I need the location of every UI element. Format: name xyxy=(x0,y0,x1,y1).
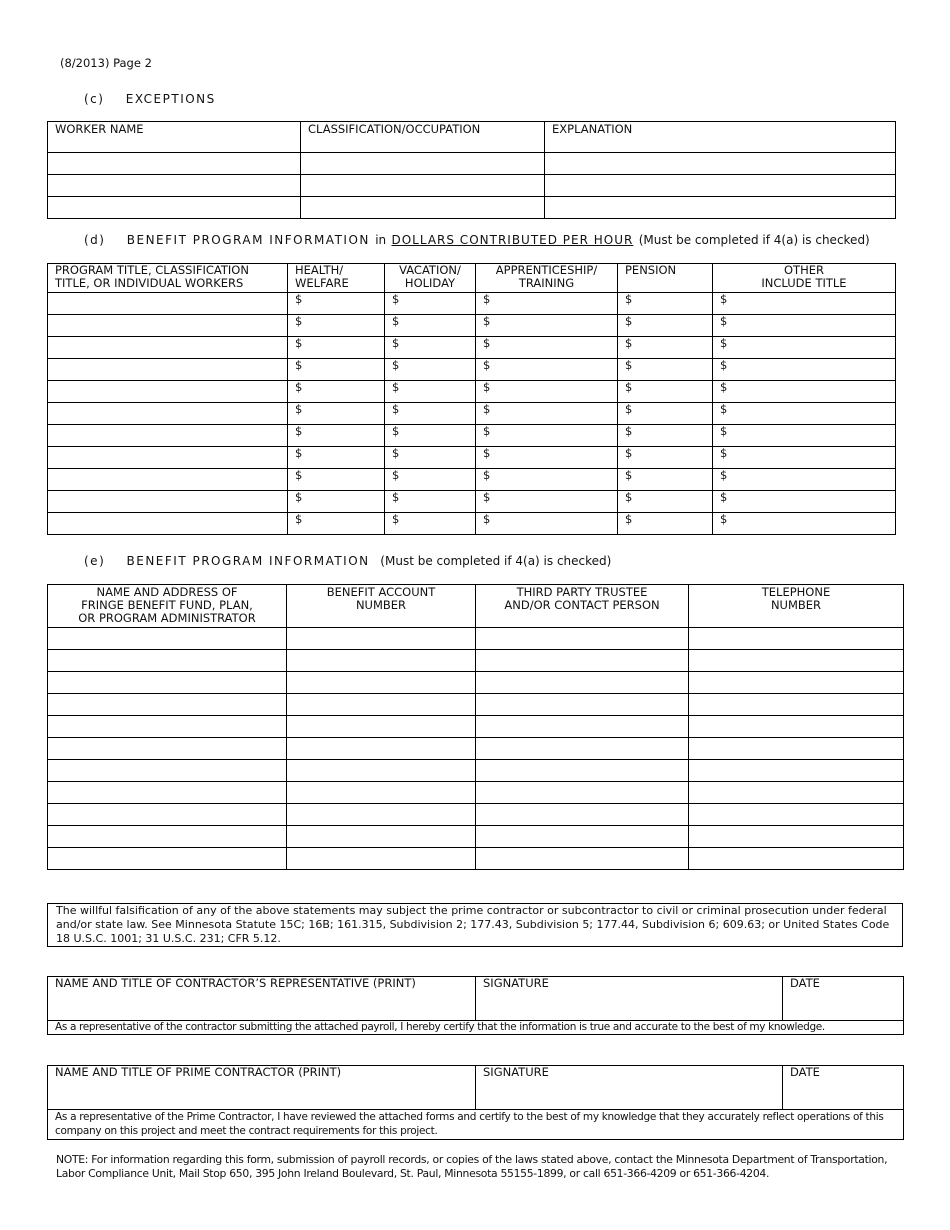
fund-administrator-cell[interactable] xyxy=(48,760,287,782)
exceptions-table xyxy=(47,121,896,219)
vacation-holiday-cell[interactable] xyxy=(385,469,476,491)
prime-name-label: NAME AND TITLE OF PRIME CONTRACTOR (PRINT) xyxy=(55,1065,342,1079)
health-welfare-cell[interactable] xyxy=(288,293,385,315)
program-title-cell[interactable] xyxy=(48,381,288,403)
dollar-sign: $ xyxy=(392,512,400,526)
table-row xyxy=(48,359,896,381)
dollar-sign: $ xyxy=(625,468,633,482)
vacation-holiday-cell[interactable] xyxy=(385,447,476,469)
health-welfare-cell[interactable] xyxy=(288,403,385,425)
telephone-cell[interactable] xyxy=(689,716,904,738)
dollar-sign: $ xyxy=(295,446,303,460)
trustee-contact-cell[interactable] xyxy=(476,672,689,694)
pension-cell[interactable] xyxy=(618,315,713,337)
dollar-sign: $ xyxy=(483,446,491,460)
apprenticeship-training-cell[interactable] xyxy=(476,513,618,535)
dollar-sign: $ xyxy=(625,490,633,504)
health-welfare-cell[interactable] xyxy=(288,337,385,359)
worker-name-cell[interactable] xyxy=(48,197,301,219)
dollar-sign: $ xyxy=(295,292,303,306)
vacation-holiday-cell[interactable] xyxy=(385,491,476,513)
dollar-sign: $ xyxy=(625,292,633,306)
dollar-sign: $ xyxy=(295,512,303,526)
benefit-administrator-body xyxy=(48,628,904,870)
other-include-title-cell[interactable] xyxy=(713,425,896,447)
dollar-sign: $ xyxy=(483,358,491,372)
dollar-sign: $ xyxy=(392,336,400,350)
contractor-date-field[interactable] xyxy=(783,977,904,1021)
other-include-title-cell[interactable] xyxy=(713,337,896,359)
other-include-title-cell[interactable] xyxy=(713,513,896,535)
pension-cell[interactable] xyxy=(618,447,713,469)
table-row xyxy=(48,153,896,175)
trustee-contact-cell[interactable] xyxy=(476,848,689,870)
apprenticeship-training-cell[interactable] xyxy=(476,469,618,491)
benefit-dollars-body xyxy=(48,293,896,535)
contractor-representative-block xyxy=(47,976,904,1035)
trustee-contact-cell[interactable] xyxy=(476,760,689,782)
apprenticeship-training-cell[interactable] xyxy=(476,425,618,447)
dollar-sign: $ xyxy=(295,380,303,394)
apprenticeship-training-cell[interactable] xyxy=(476,447,618,469)
explanation-cell[interactable] xyxy=(545,175,896,197)
dollar-sign: $ xyxy=(392,314,400,328)
telephone-cell[interactable] xyxy=(689,782,904,804)
footer-note: NOTE: For information regarding this form, submission of payroll records, or copies of the laws stated above, contact the Minnesota Department of Transportation, Labor Compliance Unit, Mail Stop 650, 395 John Ireland Boulevard, St. Paul, Minnesota 55155-1899, or call 651-366-4209 or 651-366-4204. xyxy=(56,1153,888,1180)
telephone-cell[interactable] xyxy=(689,672,904,694)
benefit-administrator-header-row xyxy=(48,585,904,628)
telephone-cell[interactable] xyxy=(689,694,904,716)
apprenticeship-training-cell[interactable] xyxy=(476,337,618,359)
section-e-note: (Must be completed if 4(a) is checked) xyxy=(380,554,612,568)
program-title-cell[interactable] xyxy=(48,425,288,447)
trustee-contact-header: THIRD PARTY TRUSTEE AND/OR CONTACT PERSON xyxy=(476,585,689,628)
table-row xyxy=(48,650,904,672)
dollar-sign: $ xyxy=(625,380,633,394)
fund-administrator-cell[interactable] xyxy=(48,694,287,716)
telephone-cell[interactable] xyxy=(689,826,904,848)
trustee-contact-cell[interactable] xyxy=(476,716,689,738)
dollar-sign: $ xyxy=(295,424,303,438)
explanation-cell[interactable] xyxy=(545,197,896,219)
fund-administrator-cell[interactable] xyxy=(48,782,287,804)
other-include-title-cell[interactable] xyxy=(713,403,896,425)
classification-cell[interactable] xyxy=(301,197,545,219)
contractor-certification-row xyxy=(48,1021,904,1035)
program-title-cell[interactable] xyxy=(48,315,288,337)
dollar-sign: $ xyxy=(392,490,400,504)
dollar-sign: $ xyxy=(483,490,491,504)
dollar-sign: $ xyxy=(720,468,728,482)
other-include-title-cell[interactable] xyxy=(713,315,896,337)
worker-name-cell[interactable] xyxy=(48,153,301,175)
table-row xyxy=(48,381,896,403)
table-row xyxy=(48,293,896,315)
contractor-name-field[interactable] xyxy=(48,977,476,1021)
other-include-title-header: OTHER INCLUDE TITLE xyxy=(713,264,896,293)
dollar-sign: $ xyxy=(625,424,633,438)
benefit-account-cell[interactable] xyxy=(287,804,476,826)
classification-cell[interactable] xyxy=(301,153,545,175)
dollar-sign: $ xyxy=(720,402,728,416)
worker-name-header: WORKER NAME xyxy=(48,122,301,153)
other-include-title-cell[interactable] xyxy=(713,491,896,513)
dollar-sign: $ xyxy=(720,358,728,372)
program-title-cell[interactable] xyxy=(48,403,288,425)
dollar-sign: $ xyxy=(483,292,491,306)
dollar-sign: $ xyxy=(392,468,400,482)
dollar-sign: $ xyxy=(483,314,491,328)
contractor-name-label: NAME AND TITLE OF CONTRACTOR’S REPRESENTATIVE (PRINT) xyxy=(55,976,416,990)
dollar-sign: $ xyxy=(295,336,303,350)
dollar-sign: $ xyxy=(295,468,303,482)
dollar-sign: $ xyxy=(625,402,633,416)
dollar-sign: $ xyxy=(392,446,400,460)
benefit-account-cell[interactable] xyxy=(287,826,476,848)
apprenticeship-training-cell[interactable] xyxy=(476,293,618,315)
program-title-cell[interactable] xyxy=(48,447,288,469)
table-row xyxy=(48,337,896,359)
pension-cell[interactable] xyxy=(618,425,713,447)
page-label: (8/2013) Page 2 xyxy=(60,56,152,70)
benefit-account-header: BENEFIT ACCOUNT NUMBER xyxy=(287,585,476,628)
table-row xyxy=(48,804,904,826)
table-row xyxy=(48,315,896,337)
apprenticeship-training-cell[interactable] xyxy=(476,359,618,381)
table-row xyxy=(48,826,904,848)
table-row xyxy=(48,672,904,694)
program-title-header: PROGRAM TITLE, CLASSIFICATION TITLE, OR INDIVIDUAL WORKERS xyxy=(48,264,288,293)
dollar-sign: $ xyxy=(625,358,633,372)
benefit-administrator-table xyxy=(47,584,904,870)
dollar-sign: $ xyxy=(295,358,303,372)
dollar-sign: $ xyxy=(392,380,400,394)
dollar-sign: $ xyxy=(392,292,400,306)
health-welfare-cell[interactable] xyxy=(288,469,385,491)
fund-administrator-cell[interactable] xyxy=(48,848,287,870)
classification-cell[interactable] xyxy=(301,175,545,197)
prime-signature-label: SIGNATURE xyxy=(483,1065,549,1079)
apprenticeship-training-header: APPRENTICESHIP/ TRAINING xyxy=(476,264,618,293)
benefit-account-cell[interactable] xyxy=(287,760,476,782)
vacation-holiday-cell[interactable] xyxy=(385,359,476,381)
dollar-sign: $ xyxy=(392,424,400,438)
pension-cell[interactable] xyxy=(618,381,713,403)
health-welfare-cell[interactable] xyxy=(288,359,385,381)
dollar-sign: $ xyxy=(720,446,728,460)
vacation-holiday-cell[interactable] xyxy=(385,425,476,447)
prime-date-field[interactable] xyxy=(783,1066,904,1110)
dollar-sign: $ xyxy=(295,402,303,416)
other-include-title-cell[interactable] xyxy=(713,359,896,381)
benefit-account-cell[interactable] xyxy=(287,782,476,804)
fund-administrator-cell[interactable] xyxy=(48,738,287,760)
dollar-sign: $ xyxy=(483,424,491,438)
health-welfare-header: HEALTH/ WELFARE xyxy=(288,264,385,293)
section-e-label: (e) xyxy=(84,554,106,568)
trustee-contact-cell[interactable] xyxy=(476,804,689,826)
classification-header: CLASSIFICATION/OCCUPATION xyxy=(301,122,545,153)
dollar-sign: $ xyxy=(720,424,728,438)
dollar-sign: $ xyxy=(625,336,633,350)
vacation-holiday-cell[interactable] xyxy=(385,381,476,403)
fund-administrator-cell[interactable] xyxy=(48,672,287,694)
section-c-label: (c) xyxy=(84,92,105,106)
pension-header: PENSION xyxy=(618,264,713,293)
dollar-sign: $ xyxy=(483,402,491,416)
falsification-notice: The willful falsification of any of the above statements may subject the prime contractor or subcontractor to civil or criminal prosecution under federal and/or state law. See Minnesota Statute 15C; 16B; 161.315, Subdivision 2; 177.43, Subdivision 5; 177.44, Subdivision 6; 609.63; or United States Code 18 U.S.C. 1001; 31 U.S.C. 231; CFR 5.12. xyxy=(47,903,903,947)
pension-cell[interactable] xyxy=(618,513,713,535)
prime-signature-field[interactable] xyxy=(476,1066,783,1110)
contractor-fields-row xyxy=(48,977,904,1021)
table-row xyxy=(48,491,896,513)
dollar-sign: $ xyxy=(295,314,303,328)
table-row xyxy=(48,403,896,425)
table-row xyxy=(48,628,904,650)
telephone-cell[interactable] xyxy=(689,738,904,760)
pension-cell[interactable] xyxy=(618,469,713,491)
vacation-holiday-cell[interactable] xyxy=(385,513,476,535)
telephone-cell[interactable] xyxy=(689,804,904,826)
dollar-sign: $ xyxy=(295,490,303,504)
table-row xyxy=(48,782,904,804)
table-row xyxy=(48,716,904,738)
pension-cell[interactable] xyxy=(618,337,713,359)
trustee-contact-cell[interactable] xyxy=(476,738,689,760)
table-row xyxy=(48,447,896,469)
dollar-sign: $ xyxy=(720,314,728,328)
program-title-cell[interactable] xyxy=(48,513,288,535)
health-welfare-cell[interactable] xyxy=(288,491,385,513)
other-include-title-cell[interactable] xyxy=(713,469,896,491)
apprenticeship-training-cell[interactable] xyxy=(476,491,618,513)
apprenticeship-training-cell[interactable] xyxy=(476,315,618,337)
benefit-account-cell[interactable] xyxy=(287,672,476,694)
table-row xyxy=(48,513,896,535)
table-row xyxy=(48,469,896,491)
trustee-contact-cell[interactable] xyxy=(476,650,689,672)
vacation-holiday-cell[interactable] xyxy=(385,293,476,315)
dollar-sign: $ xyxy=(720,292,728,306)
telephone-cell[interactable] xyxy=(689,760,904,782)
program-title-cell[interactable] xyxy=(48,359,288,381)
dollar-sign: $ xyxy=(483,336,491,350)
section-d-underlined: DOLLARS CONTRIBUTED PER HOUR xyxy=(391,233,634,247)
section-d-label: (d) xyxy=(84,233,106,247)
trustee-contact-cell[interactable] xyxy=(476,826,689,848)
explanation-header: EXPLANATION xyxy=(545,122,896,153)
table-row xyxy=(48,760,904,782)
vacation-holiday-cell[interactable] xyxy=(385,403,476,425)
apprenticeship-training-cell[interactable] xyxy=(476,403,618,425)
table-row xyxy=(48,694,904,716)
dollar-sign: $ xyxy=(625,314,633,328)
program-title-cell[interactable] xyxy=(48,469,288,491)
vacation-holiday-header: VACATION/ HOLIDAY xyxy=(385,264,476,293)
section-d-in: in xyxy=(375,233,387,247)
trustee-contact-cell[interactable] xyxy=(476,782,689,804)
health-welfare-cell[interactable] xyxy=(288,425,385,447)
contractor-signature-field[interactable] xyxy=(476,977,783,1021)
section-d-note: (Must be completed if 4(a) is checked) xyxy=(638,233,870,247)
health-welfare-cell[interactable] xyxy=(288,315,385,337)
program-title-cell[interactable] xyxy=(48,337,288,359)
trustee-contact-cell[interactable] xyxy=(476,628,689,650)
fund-administrator-cell[interactable] xyxy=(48,628,287,650)
benefit-account-cell[interactable] xyxy=(287,848,476,870)
section-c-title: EXCEPTIONS xyxy=(125,92,216,106)
section-e-heading xyxy=(84,554,611,568)
pension-cell[interactable] xyxy=(618,491,713,513)
prime-contractor-block xyxy=(47,1065,904,1140)
section-e-title: BENEFIT PROGRAM INFORMATION xyxy=(126,554,370,568)
vacation-holiday-cell[interactable] xyxy=(385,315,476,337)
fund-administrator-cell[interactable] xyxy=(48,804,287,826)
explanation-cell[interactable] xyxy=(545,153,896,175)
vacation-holiday-cell[interactable] xyxy=(385,337,476,359)
fund-administrator-cell[interactable] xyxy=(48,650,287,672)
telephone-cell[interactable] xyxy=(689,848,904,870)
dollar-sign: $ xyxy=(625,512,633,526)
benefit-account-cell[interactable] xyxy=(287,650,476,672)
prime-date-label: DATE xyxy=(790,1065,820,1079)
fund-administrator-cell[interactable] xyxy=(48,716,287,738)
worker-name-cell[interactable] xyxy=(48,175,301,197)
contractor-date-label: DATE xyxy=(790,976,820,990)
apprenticeship-training-cell[interactable] xyxy=(476,381,618,403)
pension-cell[interactable] xyxy=(618,293,713,315)
other-include-title-cell[interactable] xyxy=(713,447,896,469)
trustee-contact-cell[interactable] xyxy=(476,694,689,716)
section-d-heading xyxy=(84,233,870,247)
dollar-sign: $ xyxy=(625,446,633,460)
benefit-account-cell[interactable] xyxy=(287,628,476,650)
contractor-certification: As a representative of the contractor submitting the attached payroll, I hereby certify that the information is true and accurate to the best of my knowledge. xyxy=(48,1021,904,1035)
prime-fields-row xyxy=(48,1066,904,1110)
table-row xyxy=(48,848,904,870)
dollar-sign: $ xyxy=(392,402,400,416)
telephone-cell[interactable] xyxy=(689,628,904,650)
pension-cell[interactable] xyxy=(618,403,713,425)
other-include-title-cell[interactable] xyxy=(713,381,896,403)
other-include-title-cell[interactable] xyxy=(713,293,896,315)
health-welfare-cell[interactable] xyxy=(288,447,385,469)
table-row xyxy=(48,175,896,197)
section-d-title: BENEFIT PROGRAM INFORMATION xyxy=(126,233,370,247)
telephone-header: TELEPHONE NUMBER xyxy=(689,585,904,628)
fund-administrator-header: NAME AND ADDRESS OF FRINGE BENEFIT FUND, PLAN, OR PROGRAM ADMINISTRATOR xyxy=(48,585,287,628)
dollar-sign: $ xyxy=(483,468,491,482)
prime-name-field[interactable] xyxy=(48,1066,476,1110)
fund-administrator-cell[interactable] xyxy=(48,826,287,848)
dollar-sign: $ xyxy=(720,512,728,526)
telephone-cell[interactable] xyxy=(689,650,904,672)
contractor-signature-label: SIGNATURE xyxy=(483,976,549,990)
exceptions-header-row xyxy=(48,122,896,153)
dollar-sign: $ xyxy=(720,336,728,350)
health-welfare-cell[interactable] xyxy=(288,381,385,403)
table-row xyxy=(48,197,896,219)
benefit-account-cell[interactable] xyxy=(287,716,476,738)
table-row xyxy=(48,738,904,760)
dollar-sign: $ xyxy=(483,380,491,394)
table-row xyxy=(48,425,896,447)
program-title-cell[interactable] xyxy=(48,491,288,513)
benefit-account-cell[interactable] xyxy=(287,694,476,716)
dollar-sign: $ xyxy=(483,512,491,526)
benefit-account-cell[interactable] xyxy=(287,738,476,760)
dollar-sign: $ xyxy=(392,358,400,372)
benefit-dollars-header-row xyxy=(48,264,896,293)
program-title-cell[interactable] xyxy=(48,293,288,315)
prime-certification: As a representative of the Prime Contractor, I have reviewed the attached forms and certify to the best of my knowledge that they accurately reflect operations of this company on this project and meet the contract requirements for this project. xyxy=(48,1110,904,1140)
prime-certification-row xyxy=(48,1110,904,1140)
pension-cell[interactable] xyxy=(618,359,713,381)
dollar-sign: $ xyxy=(720,380,728,394)
section-c-heading xyxy=(84,92,216,106)
dollar-sign: $ xyxy=(720,490,728,504)
benefit-dollars-table xyxy=(47,263,896,535)
health-welfare-cell[interactable] xyxy=(288,513,385,535)
